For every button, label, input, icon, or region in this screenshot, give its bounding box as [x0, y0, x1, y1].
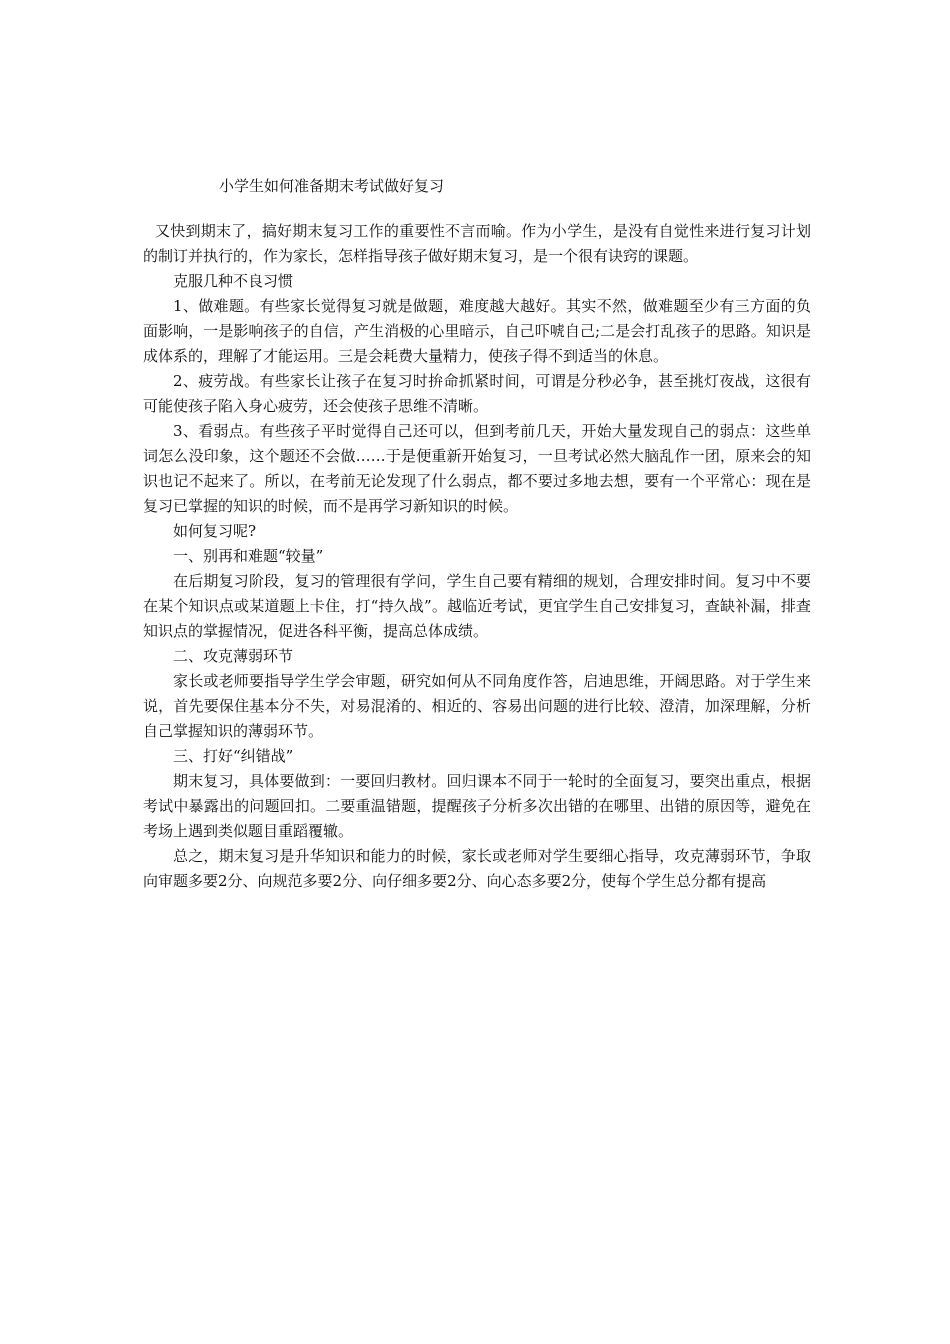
subheading-1: 一、别再和难题“较量” [173, 547, 324, 565]
paragraph-fatigue: 2、疲劳战。有些家长让孩子在复习时拚命抓紧时间，可谓是分秒必争，甚至挑灯夜战，这很有可能使孩子陷入身心疲劳，还会使孩子思维不清晰。 [143, 372, 811, 415]
subheading-3: 三、打好“纠错战” [173, 747, 294, 765]
paragraph-conclusion: 总之，期末复习是升华知识和能力的时候，家长或老师对学生要细心指导，攻克薄弱环节，争取向审题多要2分、向规范多要2分、向仔细多要2分、向心态多要2分，使每个学生总分都有提高 [143, 847, 811, 890]
subheading-2: 二、攻克薄弱环节 [173, 647, 294, 665]
document-page [143, 173, 811, 894]
paragraph-hard-problems: 1、做难题。有些家长觉得复习就是做题，难度越大越好。其实不然，做难题至少有三方面的负面影响，一是影响孩子的自信，产生消极的心里暗示，自己吓唬自己;二是会打乱孩子的思路。知识是成体系的，理解了才能运用。三是会耗费大量精力，使孩子得不到适当的休息。 [143, 297, 811, 365]
document-title: 小学生如何准备期末考试做好复习 [219, 177, 445, 195]
section-heading-bad-habits: 克服几种不良习惯 [173, 272, 294, 290]
paragraph-subheading-1: 在后期复习阶段，复习的管理很有学问，学生自己要有精细的规划，合理安排时间。复习中不要在某个知识点或某道题上卡住，打“持久战”。越临近考试，更宜学生自己安排复习，查缺补漏，排查知识点的掌握情况，促进各科平衡，提高总体成绩。 [143, 572, 811, 640]
section-heading-how-to-review: 如何复习呢? [173, 522, 257, 540]
paragraph-subheading-3: 期末复习，具体要做到：一要回归教材。回归课本不同于一轮时的全面复习，要突出重点，根据考试中暴露出的问题回扣。二要重温错题，提醒孩子分析多次出错的在哪里、出错的原因等，避免在考场上遇到类似题目重蹈覆辙。 [143, 772, 811, 840]
paragraph-intro: 又快到期末了，搞好期末复习工作的重要性不言而喻。作为小学生，是没有自觉性来进行复习计划的制订并执行的，作为家长，怎样指导孩子做好期末复习，是一个很有诀窍的课题。 [143, 222, 811, 265]
paragraph-weak-points: 3、看弱点。有些孩子平时觉得自己还可以，但到考前几天，开始大量发现自己的弱点：这些单词怎么没印象，这个题还不会做……于是便重新开始复习，一旦考试必然大脑乱作一团，原来会的知识也记不起来了。所以，在考前无论发现了什么弱点，都不要过多地去想，要有一个平常心：现在是复习已掌握的知识的时候，而不是再学习新知识的时候。 [143, 422, 811, 515]
paragraph-subheading-2: 家长或老师要指导学生学会审题，研究如何从不同角度作答，启迪思维，开阔思路。对于学生来说，首先要保住基本分不失，对易混淆的、相近的、容易出问题的进行比较、澄清，加深理解，分析自己掌握知识的薄弱环节。 [143, 672, 811, 740]
